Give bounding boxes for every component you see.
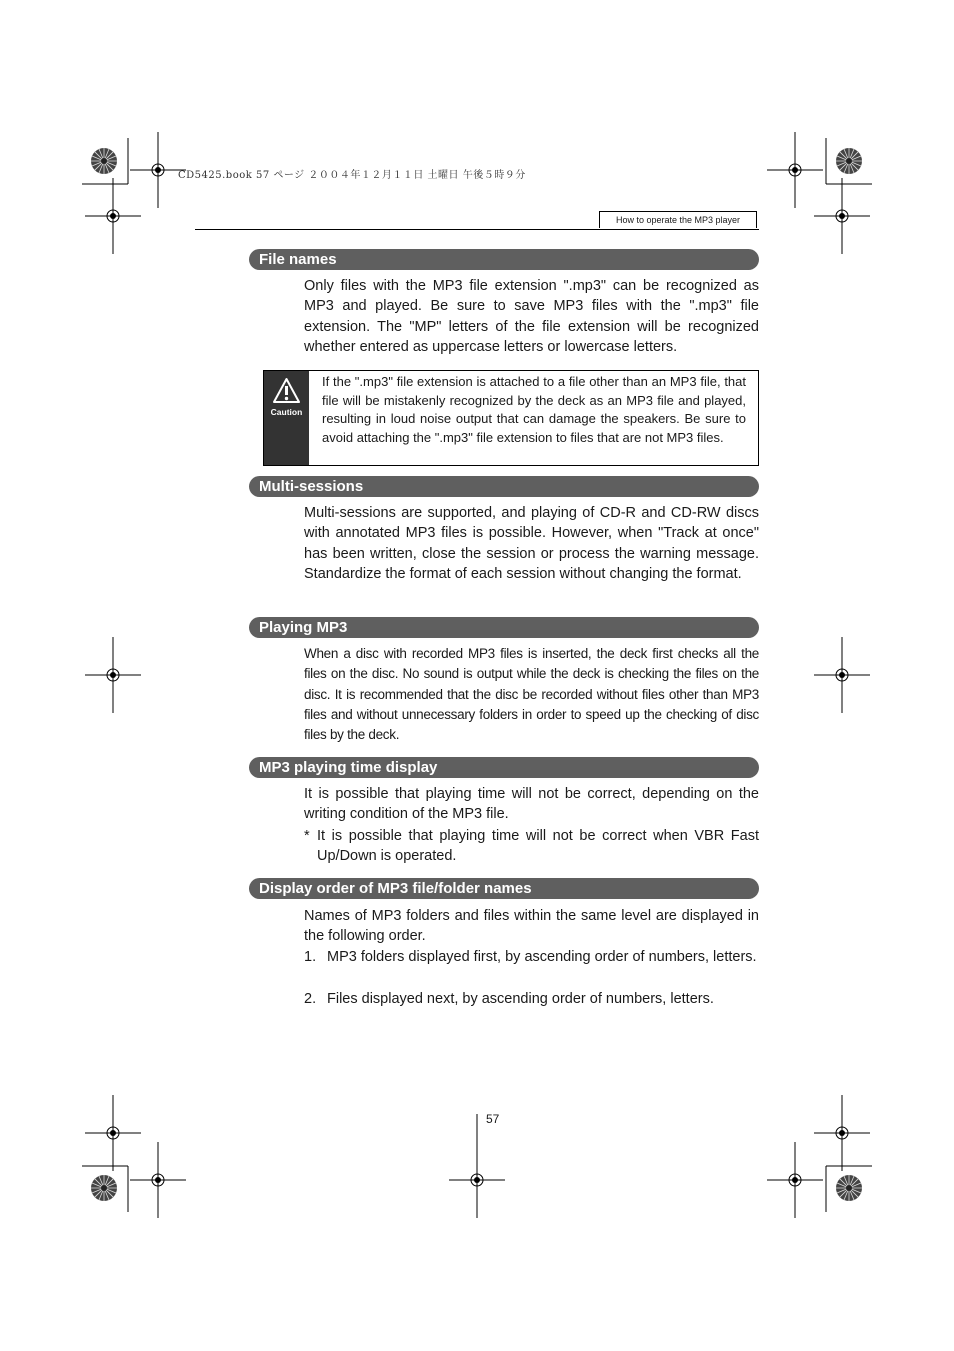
caution-sidebar	[264, 371, 309, 465]
registration-cross-mark	[85, 637, 141, 713]
registration-cross-mark	[85, 178, 141, 254]
registration-cross-mark	[767, 1142, 823, 1218]
section-title-display-order: Display order of MP3 file/folder names	[249, 878, 759, 899]
caution-box	[263, 370, 759, 466]
playing-mp3-body: When a disc with recorded MP3 files is inserted, the deck first checks all the files on the disc. No sound is output while the deck is checking the files on the disc. It is recommended that the disc be recorded without files other than MP3 files and without unnecessary folders in order to speed up the checking of disc files by the deck.	[304, 646, 759, 743]
registration-cross-mark	[814, 637, 870, 713]
registration-cross-mark	[814, 1095, 870, 1171]
registration-cross-mark	[85, 1095, 141, 1171]
registration-star-mark	[91, 1175, 117, 1201]
section-title-multi-sessions: Multi-sessions	[249, 476, 759, 497]
page-number: 57	[486, 1112, 500, 1126]
caution-triangle-icon	[272, 377, 301, 405]
file-names-body: Only files with the MP3 file extension ".mp3" can be recognized as MP3 and played. Be sure to save MP3 files with the ".mp3" file extension. The "MP" letters of the file extension will be recognized whether entered as uppercase letters or lowercase letters.	[304, 278, 759, 355]
registration-star-mark	[836, 1175, 862, 1201]
caution-text: If the ".mp3" file extension is attached to a file other than an MP3 file, that file will be mistakenly recognized by the deck as an MP3 file and played, resulting in loud noise output that can damage the speakers. Be sure to avoid attaching the ".mp3" file extension to files that are not MP3 files.	[322, 374, 746, 445]
list-item-text: Files displayed next, by ascending order of numbers, letters.	[327, 991, 714, 1007]
registration-cross-mark	[767, 132, 823, 208]
running-header: How to operate the MP3 player	[599, 211, 757, 228]
section-title-file-names: File names	[249, 249, 759, 270]
note-marker: *	[304, 828, 310, 844]
display-order-body: Names of MP3 folders and files within the same level are displayed in the following order.	[304, 908, 759, 945]
list-item	[304, 989, 759, 1009]
list-item	[304, 947, 759, 967]
printer-info-line: CD5425.book 57 ページ ２００４年１２月１１日 土曜日 午後５時９分	[178, 170, 526, 181]
registration-cross-mark	[449, 1142, 505, 1218]
registration-cross-mark	[814, 178, 870, 254]
section-title-playing-time: MP3 playing time display	[249, 757, 759, 778]
note-text: It is possible that playing time will not be correct when VBR Fast Up/Down is operated.	[317, 828, 759, 865]
list-marker: 1.	[304, 949, 317, 965]
section-title-playing-mp3: Playing MP3	[249, 617, 759, 638]
caution-label: Caution	[270, 407, 303, 417]
playing-time-body: It is possible that playing time will not be correct, depending on the writing condition of the MP3 file.	[304, 786, 759, 823]
list-marker: 2.	[304, 991, 317, 1007]
registration-cross-mark	[130, 1142, 186, 1218]
playing-time-note	[304, 826, 759, 867]
multi-sessions-body: Multi-sessions are supported, and playing of CD-R and CD-RW discs with annotated MP3 files is possible. However, when "Track at once" has been written, close the session or process the warning message. Standardize the format of each session without changing the format.	[304, 505, 759, 582]
registration-star-mark	[836, 148, 862, 174]
registration-star-mark	[91, 148, 117, 174]
list-item-text: MP3 folders displayed first, by ascending order of numbers, letters.	[327, 949, 757, 965]
header-rule	[195, 229, 759, 230]
